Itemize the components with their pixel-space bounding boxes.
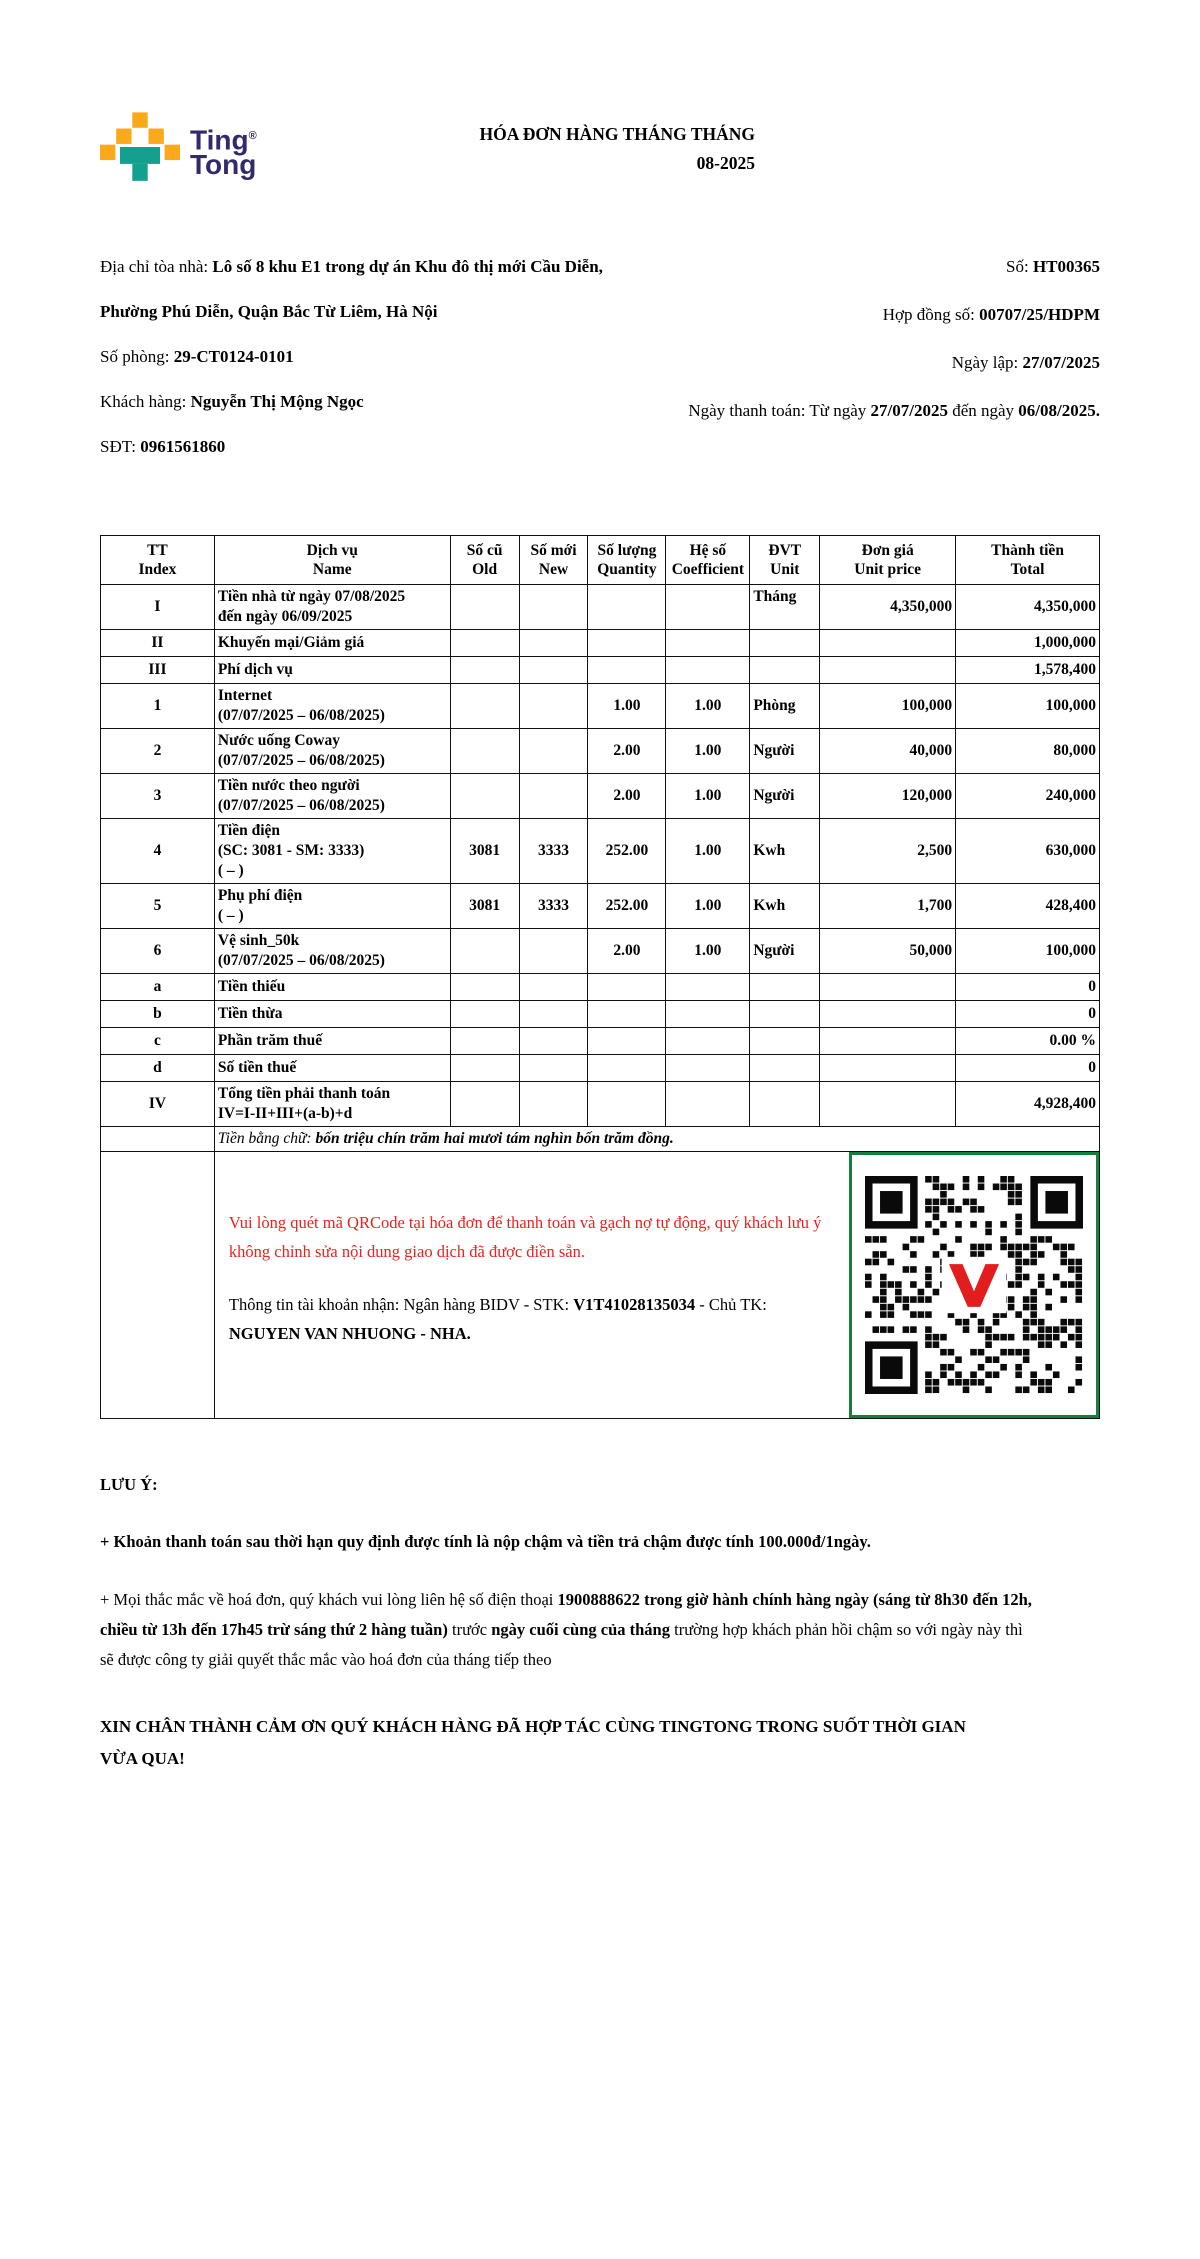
cell-unit-price [820, 1028, 956, 1055]
meta-line [655, 340, 1100, 385]
cell-service-name: Tiền điện (SC: 3081 - SM: 3333) ( – ) [214, 819, 450, 884]
info-line [100, 424, 605, 469]
cell-service-name: Tiền thừa [214, 1001, 450, 1028]
account-info [229, 1290, 823, 1348]
table-row [101, 684, 1100, 729]
cell-total: 4,928,400 [956, 1082, 1100, 1127]
cell-unit-price: 4,350,000 [820, 585, 956, 630]
table-row [101, 1028, 1100, 1055]
text-run: ngày cuối cùng của tháng [491, 1620, 670, 1639]
cell-coefficient: 1.00 [666, 884, 750, 929]
text-run: Địa chỉ tòa nhà: [100, 257, 213, 276]
table-row [101, 974, 1100, 1001]
text-run: Khách hàng: [100, 392, 191, 411]
table-header-cell: Đơn giá Unit price [820, 536, 956, 585]
cell-new [519, 1028, 588, 1055]
amount-in-words [214, 1127, 1099, 1152]
payment-cell [214, 1152, 1099, 1419]
text-run: trước [447, 1620, 492, 1639]
amount-in-words-row [101, 1127, 1100, 1152]
cell-quantity: 252.00 [588, 819, 666, 884]
cell-old [450, 1055, 519, 1082]
cell-coefficient [666, 1082, 750, 1127]
cell-unit-price [820, 657, 956, 684]
table-header-cell: Số mới New [519, 536, 588, 585]
text-run: Tiền bằng chữ: [217, 1130, 316, 1147]
table-row [101, 884, 1100, 929]
cell-total: 100,000 [956, 929, 1100, 974]
cell-coefficient [666, 1028, 750, 1055]
cell-service-name: Nước uống Coway (07/07/2025 – 06/08/2025) [214, 729, 450, 774]
cell-unit [750, 1001, 820, 1028]
cell-unit: Người [750, 729, 820, 774]
cell-total: 1,578,400 [956, 657, 1100, 684]
text-run: Số: [1006, 257, 1033, 276]
cell-old [450, 630, 519, 657]
cell-coefficient: 1.00 [666, 774, 750, 819]
cell-old [450, 774, 519, 819]
table-row [101, 1082, 1100, 1127]
cell-total: 240,000 [956, 774, 1100, 819]
meta-line [655, 244, 1100, 289]
cell-old [450, 1001, 519, 1028]
cell-unit-price [820, 1055, 956, 1082]
cell-quantity: 2.00 [588, 729, 666, 774]
text-run: 29-CT0124-0101 [173, 347, 294, 366]
table-row [101, 929, 1100, 974]
cell-total: 0 [956, 1055, 1100, 1082]
cell-index: a [101, 974, 215, 1001]
table-row [101, 1001, 1100, 1028]
text-run: bốn triệu chín trăm hai mươi tám nghìn bốn trăm đồng [315, 1130, 670, 1147]
cell-coefficient [666, 1055, 750, 1082]
cell-service-name: Tiền thiếu [214, 974, 450, 1001]
cell-unit [750, 1028, 820, 1055]
cell-total: 0.00 % [956, 1028, 1100, 1055]
note-item [100, 1585, 1040, 1675]
cell-index: IV [101, 1082, 215, 1127]
meta-line [655, 388, 1100, 433]
text-run: Nguyễn Thị Mộng Ngọc [190, 392, 364, 411]
table-row [101, 630, 1100, 657]
cell-service-name: Tổng tiền phải thanh toán IV=I-II+III+(a-b)+d [214, 1082, 450, 1127]
building-info [100, 244, 605, 469]
note-item [100, 1527, 1040, 1557]
text-run: 27/07/2025 [870, 401, 948, 420]
cell-new [519, 774, 588, 819]
table-header-row [101, 536, 1100, 585]
text-run: 1900888622 trong giờ hành chính hàng ngày (sáng từ 8h30 đến 12h, chiều từ 13h đến 17h45 trừ sáng thứ 2 hàng tuần) [100, 1590, 1032, 1639]
closing-line: XIN CHÂN THÀNH CẢM ƠN QUÝ KHÁCH HÀNG ĐÃ HỢP TÁC CÙNG TINGTONG TRONG SUỐT THỜI GIAN VỪA QUA! [100, 1717, 966, 1768]
text-run: + Khoản thanh toán sau thời hạn quy định được tính là nộp chậm và tiền trả chậm được tính 100.000đ/1ngày. [100, 1532, 871, 1551]
cell-index: c [101, 1028, 215, 1055]
text-run: Ngày lập: [951, 353, 1023, 372]
cell-unit: Kwh [750, 819, 820, 884]
text-run: . [669, 1130, 674, 1147]
cell-new [519, 585, 588, 630]
cell-coefficient [666, 585, 750, 630]
cell-service-name: Tiền nước theo người (07/07/2025 – 06/08/2025) [214, 774, 450, 819]
text-run: 27/07/2025 [1022, 353, 1100, 372]
cell-coefficient: 1.00 [666, 729, 750, 774]
cell-unit-price: 50,000 [820, 929, 956, 974]
logo-word-ting: Ting [190, 124, 249, 156]
table-row [101, 585, 1100, 630]
cell-new [519, 729, 588, 774]
cell-index [101, 1127, 215, 1152]
cell-unit-price: 40,000 [820, 729, 956, 774]
invoice-title: HÓA ĐƠN HÀNG THÁNG THÁNG 08-2025 [479, 124, 755, 173]
cell-index: 5 [101, 884, 215, 929]
cell-old [450, 1028, 519, 1055]
text-run: Thông tin tài khoản nhận: Ngân hàng BIDV - STK: [228, 1295, 574, 1314]
cell-unit [750, 657, 820, 684]
text-run: trường hợp khách phản hồi chậm so với ngày này thì sẽ được công ty giải quyết thắc mắc vào hoá đơn của tháng tiếp theo [100, 1620, 1023, 1669]
cell-quantity [588, 585, 666, 630]
cell-new [519, 974, 588, 1001]
cell-quantity: 2.00 [588, 774, 666, 819]
cell-index: 4 [101, 819, 215, 884]
table-row [101, 819, 1100, 884]
cell-quantity [588, 630, 666, 657]
cell-coefficient [666, 657, 750, 684]
cell-unit: Người [750, 774, 820, 819]
cell-service-name: Phí dịch vụ [214, 657, 450, 684]
table-row [101, 657, 1100, 684]
cell-unit: Kwh [750, 884, 820, 929]
cell-unit: Người [750, 929, 820, 974]
cell-total: 1,000,000 [956, 630, 1100, 657]
cell-new: 3333 [519, 884, 588, 929]
text-run: Ngày thanh toán: Từ ngày [688, 401, 871, 420]
notes-section [100, 1475, 1100, 1775]
cell-service-name: Phần trăm thuế [214, 1028, 450, 1055]
cell-new [519, 657, 588, 684]
text-run: HT00365 [1032, 257, 1100, 276]
cell-old: 3081 [450, 884, 519, 929]
table-header-cell: ĐVT Unit [750, 536, 820, 585]
table-row [101, 774, 1100, 819]
cell-service-name: Phụ phí điện ( – ) [214, 884, 450, 929]
text-run: V1T41028135034 [573, 1295, 696, 1314]
logo-word-tong: Tong [190, 149, 257, 181]
cell-total: 100,000 [956, 684, 1100, 729]
info-section [100, 244, 1100, 469]
cell-service-name: Số tiền thuế [214, 1055, 450, 1082]
table-header-cell: Thành tiền Total [956, 536, 1100, 585]
text-run: Lô số 8 khu E1 trong dự án Khu đô thị mới Cầu Diễn, Phường Phú Diễn, Quận Bắc Từ Liêm, Hà Nội [100, 257, 603, 321]
table-header-cell: Hệ số Coefficient [666, 536, 750, 585]
cell-unit: Phòng [750, 684, 820, 729]
cell-new [519, 1055, 588, 1082]
tingtong-logo-icon [100, 112, 180, 182]
cell-new [519, 929, 588, 974]
cell-quantity [588, 657, 666, 684]
cell-coefficient: 1.00 [666, 929, 750, 974]
cell-unit [750, 1082, 820, 1127]
cell-quantity [588, 1082, 666, 1127]
table-header-cell: Số cũ Old [450, 536, 519, 585]
cell-index: 6 [101, 929, 215, 974]
text-run: SĐT: [100, 437, 141, 456]
cell-quantity [588, 1055, 666, 1082]
cell-index: II [101, 630, 215, 657]
cell-coefficient [666, 630, 750, 657]
cell-old [450, 974, 519, 1001]
cell-unit [750, 1055, 820, 1082]
cell-unit-price [820, 974, 956, 1001]
table-header-cell: TT Index [101, 536, 215, 585]
cell-index: III [101, 657, 215, 684]
cell-old [450, 929, 519, 974]
cell-unit-price: 120,000 [820, 774, 956, 819]
cell-coefficient: 1.00 [666, 684, 750, 729]
cell-unit-price: 100,000 [820, 684, 956, 729]
text-run: + Mọi thắc mắc về hoá đơn, quý khách vui lòng liên hệ số điện thoại [100, 1590, 558, 1609]
cell-index: 3 [101, 774, 215, 819]
cell-unit-price [820, 1001, 956, 1028]
cell-old [450, 729, 519, 774]
cell-unit-price: 1,700 [820, 884, 956, 929]
invoice-meta [655, 244, 1100, 469]
text-run: 0961561860 [140, 437, 226, 456]
header [100, 112, 1100, 182]
cell-quantity: 2.00 [588, 929, 666, 974]
text-run: 06/08/2025. [1018, 401, 1100, 420]
cell-unit-price [820, 1082, 956, 1127]
notes-heading: LƯU Ý: [100, 1475, 158, 1494]
cell-service-name: Internet (07/07/2025 – 06/08/2025) [214, 684, 450, 729]
cell-coefficient [666, 1001, 750, 1028]
qr-notice [229, 1208, 823, 1266]
info-line [100, 379, 605, 424]
qr-code-pattern [865, 1176, 1083, 1394]
cell-index: 2 [101, 729, 215, 774]
table-header-cell: Số lượng Quantity [588, 536, 666, 585]
tingtong-logo [100, 112, 257, 182]
cell-new [519, 684, 588, 729]
cell-index: I [101, 585, 215, 630]
table-row [101, 1055, 1100, 1082]
cell-new: 3333 [519, 819, 588, 884]
cell-unit-price: 2,500 [820, 819, 956, 884]
cell-unit [750, 630, 820, 657]
logo-text [190, 124, 257, 181]
cell-total: 0 [956, 1001, 1100, 1028]
cell-new [519, 630, 588, 657]
cell-coefficient: 1.00 [666, 819, 750, 884]
qr-code [849, 1152, 1099, 1418]
text-run: NGUYEN VAN NHUONG - NHA. [228, 1324, 471, 1343]
cell-index: d [101, 1055, 215, 1082]
cell-old [450, 657, 519, 684]
cell-total: 4,350,000 [956, 585, 1100, 630]
cell-old [450, 684, 519, 729]
text-run: 00707/25/HDPM [979, 305, 1100, 324]
cell-service-name: Tiền nhà từ ngày 07/08/2025 đến ngày 06/09/2025 [214, 585, 450, 630]
cell-index [101, 1152, 215, 1419]
cell-unit [750, 974, 820, 1001]
table-header-cell: Dịch vụ Name [214, 536, 450, 585]
cell-quantity: 1.00 [588, 684, 666, 729]
cell-service-name: Vệ sinh_50k (07/07/2025 – 06/08/2025) [214, 929, 450, 974]
invoice-table [100, 535, 1100, 1419]
cell-quantity: 252.00 [588, 884, 666, 929]
cell-quantity [588, 974, 666, 1001]
cell-old: 3081 [450, 819, 519, 884]
payment-layout [215, 1152, 1099, 1418]
cell-index: b [101, 1001, 215, 1028]
cell-total: 630,000 [956, 819, 1100, 884]
trademark-symbol: ® [248, 130, 257, 142]
info-line [100, 334, 605, 379]
cell-service-name: Khuyến mại/Giảm giá [214, 630, 450, 657]
cell-unit-price [820, 630, 956, 657]
text-run: Hợp đồng số: [882, 305, 980, 324]
table-row [101, 729, 1100, 774]
text-run: đến ngày [947, 401, 1019, 420]
cell-total: 428,400 [956, 884, 1100, 929]
text-run: - Chủ TK: [695, 1295, 767, 1314]
cell-quantity [588, 1028, 666, 1055]
cell-index: 1 [101, 684, 215, 729]
cell-old [450, 1082, 519, 1127]
cell-quantity [588, 1001, 666, 1028]
text-run: Vui lòng quét mã QRCode tại hóa đơn để thanh toán và gạch nợ tự động, quý khách lưu ý không chỉnh sửa nội dung giao dịch đã được điền sẵn. [228, 1213, 822, 1261]
text-run: Số phòng: [100, 347, 174, 366]
cell-old [450, 585, 519, 630]
cell-unit: Tháng [750, 585, 820, 630]
notes-items [100, 1527, 1100, 1675]
cell-total: 80,000 [956, 729, 1100, 774]
cell-new [519, 1082, 588, 1127]
payment-row [101, 1152, 1100, 1419]
cell-total: 0 [956, 974, 1100, 1001]
meta-line [655, 292, 1100, 337]
info-line [100, 244, 605, 334]
cell-new [519, 1001, 588, 1028]
payment-text [215, 1152, 849, 1412]
cell-coefficient [666, 974, 750, 1001]
